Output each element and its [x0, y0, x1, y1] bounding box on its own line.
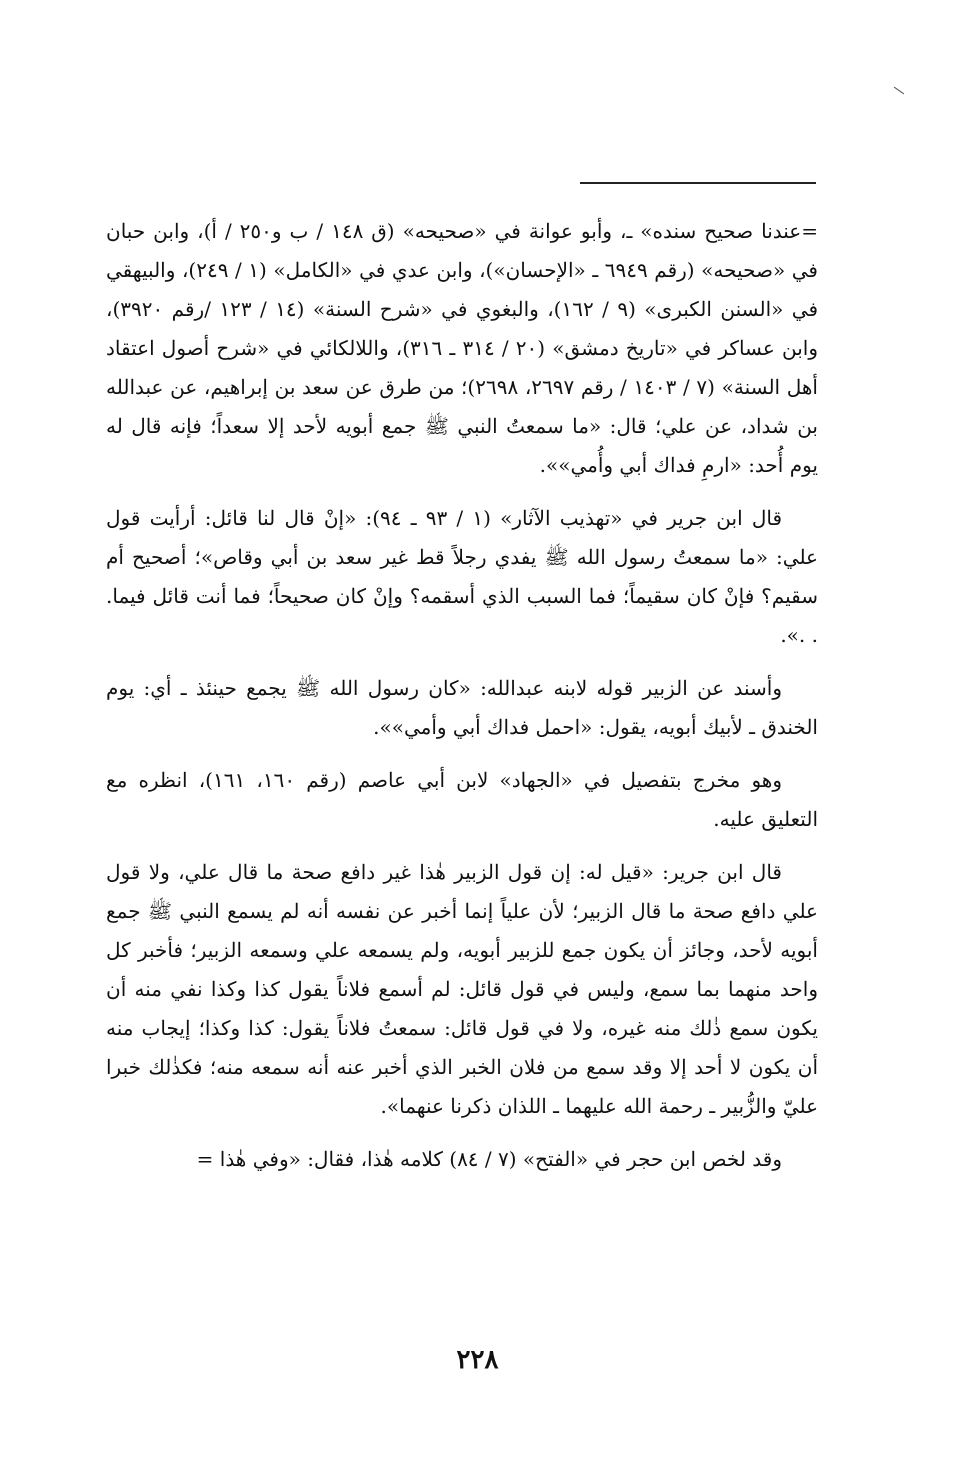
footnote-paragraph-ibn-hajar-summary: وقد لخص ابن حجر في «الفتح» (٧ / ٨٤) كلامه هٰذا، فقال: «وفي هٰذا =: [196, 1147, 782, 1171]
footnote-paragraph-citations: =عندنا صحيح سنده» ـ، وأبو عوانة في «صحيحه» (ق ١٤٨ / ب و٢٥٠ / أ)، وابن حبان في «صحيحه» (رقم ٦٩٤٩ ـ «الإحسان»)، وابن عدي في «الكامل» (١ / ٢٤٩)، والبيهقي في «السنن الكبرى» (٩ / ١٦٢)، والبغوي في «شرح السنة» (١٤ / ١٢٣ /رقم ٣٩٢٠)، وابن عساكر في «تاريخ دمشق» (٢٠ / ٣١٤ ـ ٣١٦)، واللالكائي في «شرح أصول اعتقاد أهل السنة» (٧ / ١٤٠٣ / رقم ٢٦٩٧، ٢٦٩٨)؛ من طرق عن سعد بن إبراهيم، عن عبدالله بن شداد، عن علي؛ قال: «ما سمعتُ النبي ﷺ جمع أبويه لأحد إلا سعداً؛ فإنه قال له يوم أُحد: «ارمِ فداك أبي وأُمي»».: [106, 219, 819, 477]
footnote-paragraph-ibn-jarir-answer: قال ابن جرير: «قيل له: إن قول الزبير هٰذا غير دافع صحة ما قال علي، ولا قول علي دافع صحة ما قال الزبير؛ لأن علياً إنما أخبر عن نفسه أنه لم يسمع النبي ﷺ جمع أبويه لأحد، وجائز أن يكون جمع للزبير أبويه، ولم يسمعه علي وسمعه الزبير؛ فأخبر كل واحد منهما بما سمع، وليس في قول قائل: لم أسمع فلاناً يقول كذا وكذا نفي منه أن يكون سمع ذٰلك منه غيره، ولا في قول قائل: سمعتُ فلاناً يقول: كذا وكذا؛ إيجاب منه أن يكون لا أحد إلا وقد سمع من فلان الخبر الذي أخبر عنه أنه سمعه منه؛ فكذٰلك خبرا عليّ والزُّبير ـ رحمة الله عليهما ـ اللذان ذكرنا عنهما».: [106, 860, 819, 1118]
page-number: ٢٢٨: [456, 1345, 499, 1375]
scan-mark: [894, 87, 904, 95]
footnote-paragraph-zubayr-narration: وأسند عن الزبير قوله لابنه عبدالله: «كان رسول الله ﷺ يجمع حينئذ ـ أي: يوم الخندق ـ لأبيك أبويه، يقول: «احمل فداك أبي وأمي»».: [106, 676, 818, 739]
footnote-paragraph-ibn-jarir-question: قال ابن جرير في «تهذيب الآثار» (١ / ٩٣ ـ ٩٤): «إنْ قال لنا قائل: أرأيت قول علي: «ما سمعتُ رسول الله ﷺ يفدي رجلاً قط غير سعد بن أبي وقاص»؛ أصحيح أم سقيم؟ فإنْ كان سقيماً؛ فما السبب الذي أسقمه؟ وإنْ كان صحيحاً؛ فما أنت قائل فيما. . .».: [106, 506, 818, 647]
footnote-text-block: [106, 212, 818, 1193]
footnote-separator-rule: [580, 182, 816, 184]
footnote-paragraph-jihad-reference: وهو مخرج بتفصيل في «الجهاد» لابن أبي عاصم (رقم ١٦٠، ١٦١)، انظره مع التعليق عليه.: [106, 768, 818, 831]
